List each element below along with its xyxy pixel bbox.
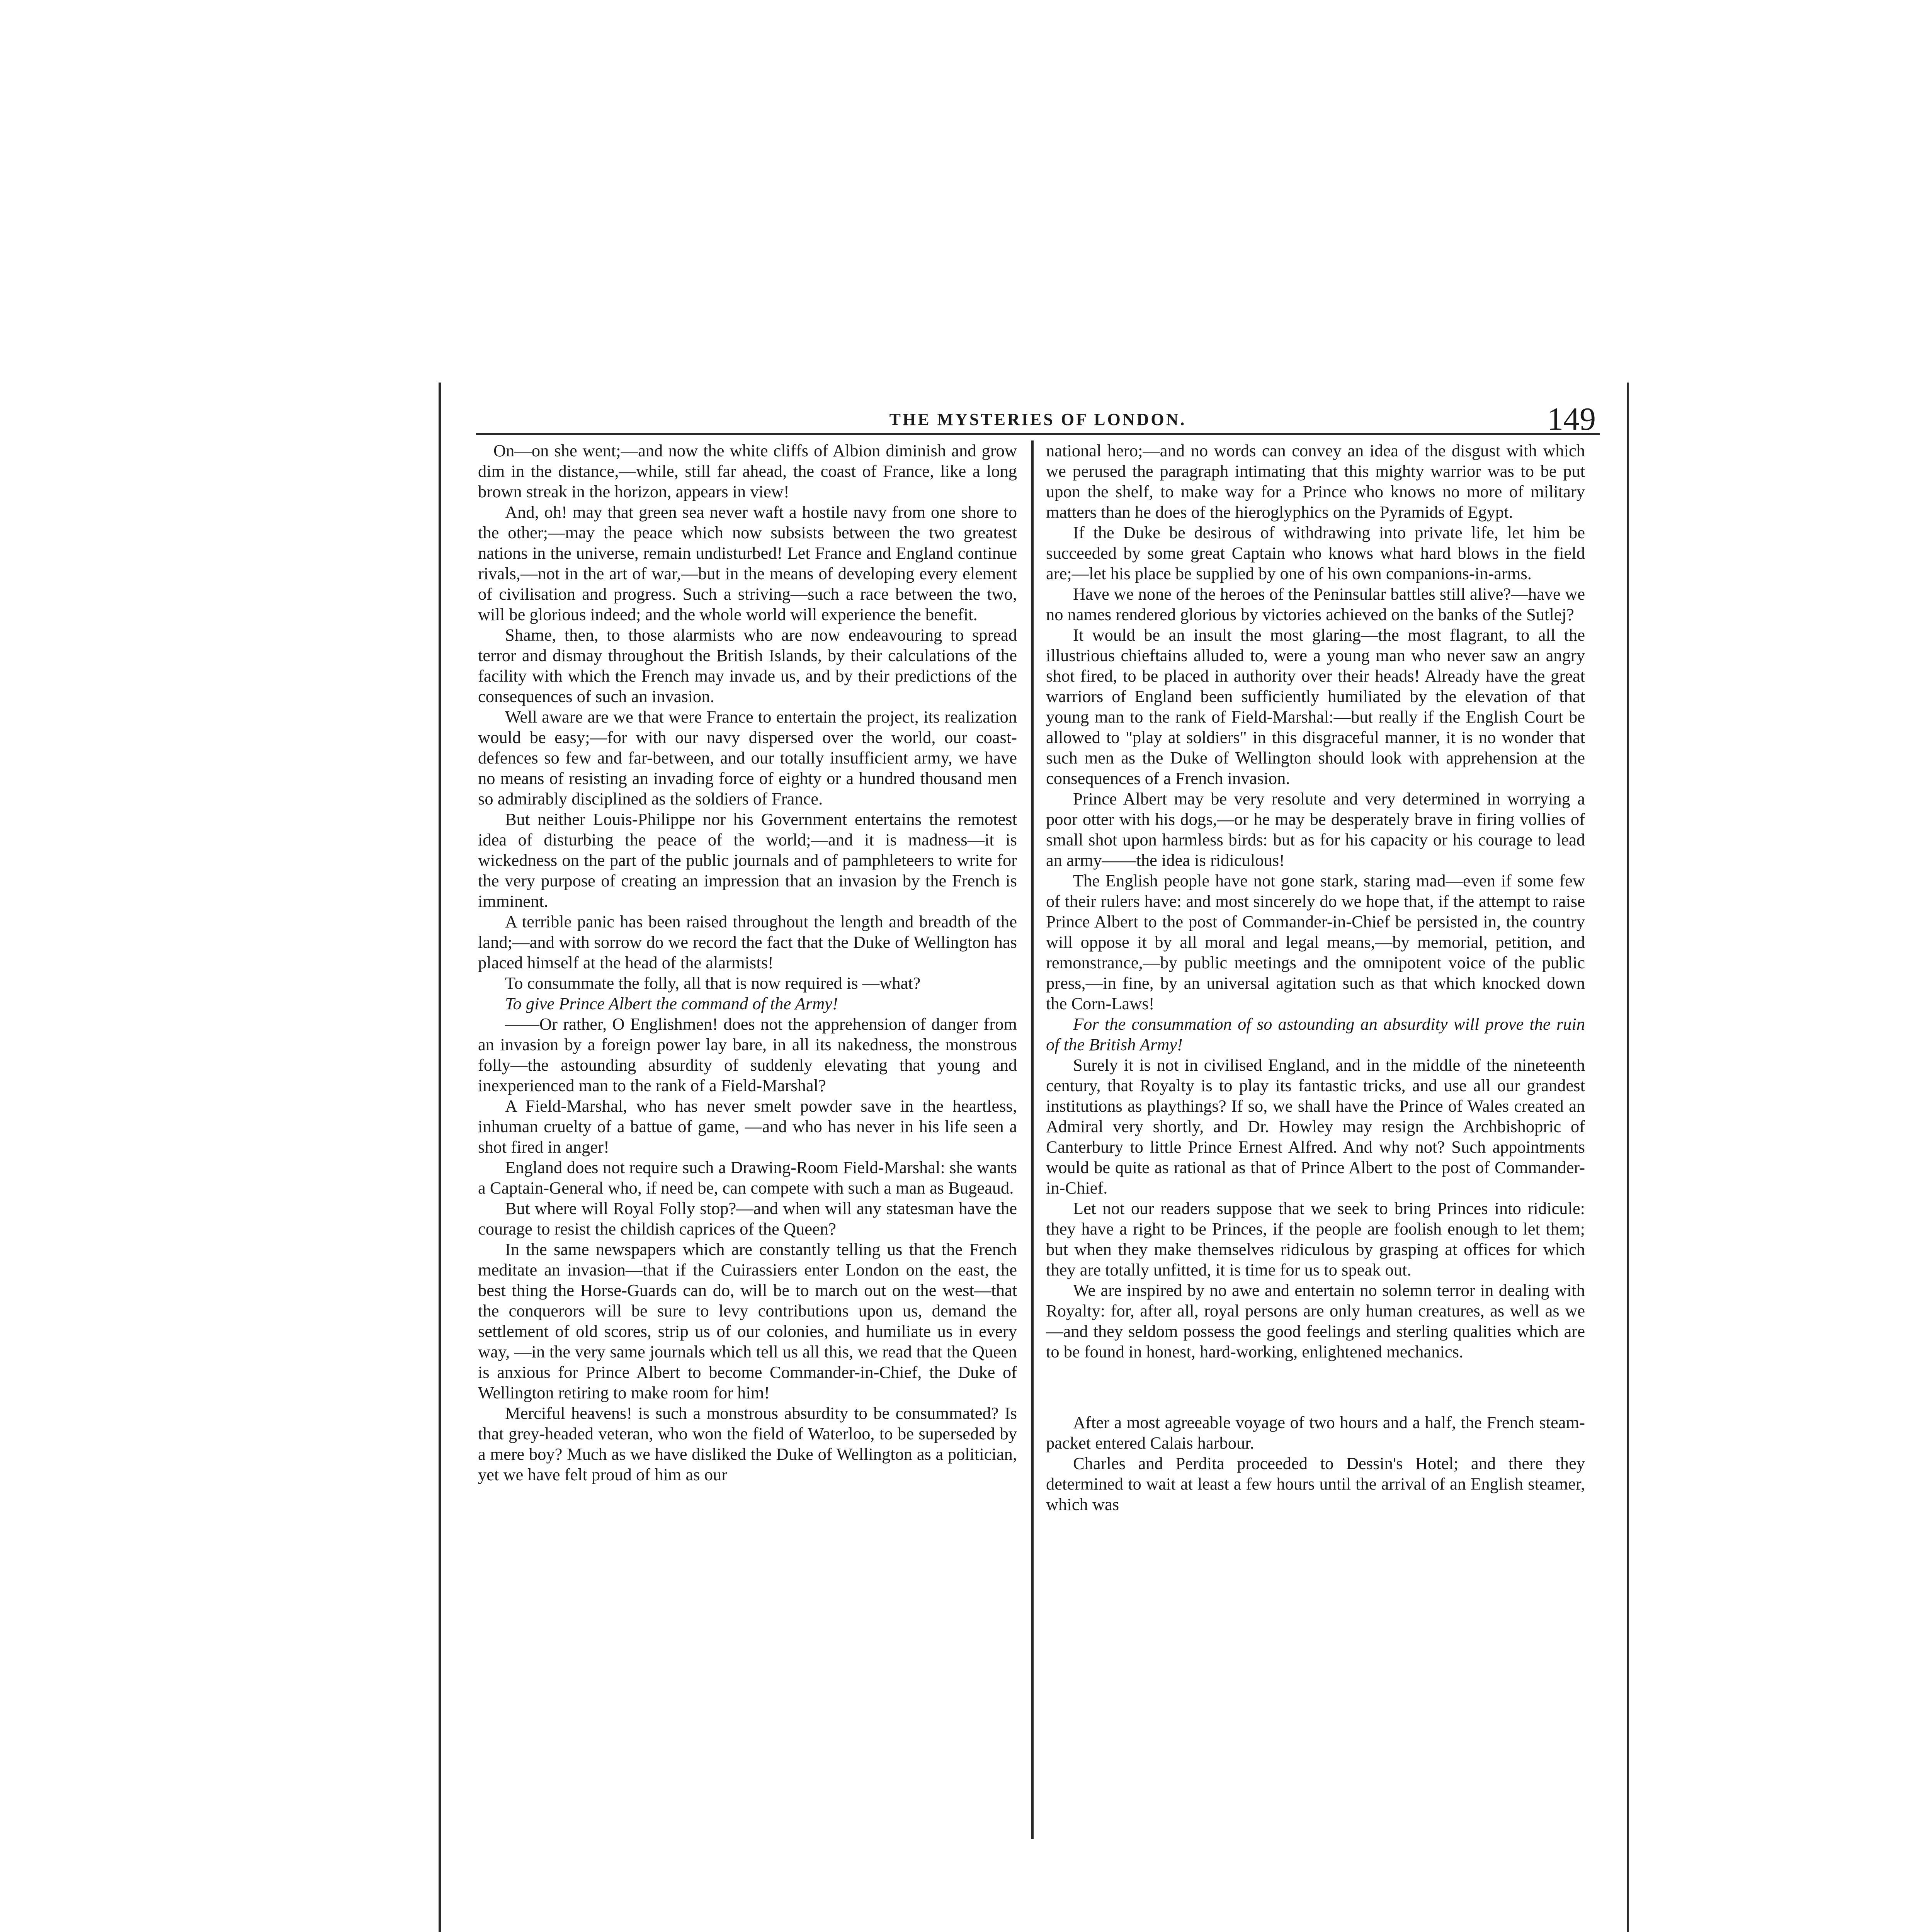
paragraph: On—on she went;—and now the white cliffs of Albion diminish and grow dim in the distance,—while, still far ahead, the coast of France, like a long brown streak in the horizon, appears in view! bbox=[478, 441, 1017, 501]
paragraph: Well aware are we that were France to entertain the project, its realization would be easy;—for with our navy dispersed over the world, our coast-defences so few and far-between, and our totally insufficient army, we have no means of resisting an invading force of eighty or a hundred thousand men so admirably disciplined as the soldiers of France. bbox=[478, 707, 1017, 808]
section-gap bbox=[1046, 1362, 1585, 1412]
paragraph: But neither Louis-Philippe nor his Government entertains the remotest idea of disturbing the peace of the world;—and it is madness—it is wickedness on the part of the public journals and of pamphleteers to write for the very purpose of creating an impression that an invasion by the French is imminent. bbox=[478, 810, 1017, 911]
paragraph: The English people have not gone stark, staring mad—even if some few of their rulers have: and most sincerely do we hope that, if the attempt to raise Prince Albert to the post of Commander-in-Chief be persisted in, the country will oppose it by all moral and legal means,—by memorial, petition, and remonstrance,—by public meetings and the omnipotent voice of the public press,—in fine, by an universal agitation such as that which knocked down the Corn-Laws! bbox=[1046, 871, 1585, 1013]
paragraph: Charles and Perdita proceeded to Dessin's Hotel; and there they determined to wait at least a few hours until the arrival of an English steamer, which was bbox=[1046, 1454, 1585, 1514]
paragraph: To consummate the folly, all that is now required is —what? bbox=[505, 973, 921, 993]
left-column bbox=[478, 440, 1017, 1485]
paragraph: We are inspired by no awe and entertain no solemn terror in dealing with Royalty: for, after all, royal persons are only human creatures, as well as we—and they seldom possess the good feelings and sterling qualities which are to be found in honest, hard-working, enlightened mechanics. bbox=[1046, 1281, 1585, 1361]
paragraph: England does not require such a Drawing-Room Field-Marshal: she wants a Captain-General who, if need be, can compete with such a man as Bugeaud. bbox=[478, 1158, 1017, 1197]
paragraph: Merciful heavens! is such a monstrous absurdity to be consummated? Is that grey-headed veteran, who won the field of Waterloo, to be superseded by a mere boy? Much as we have disliked the Duke of Wellington as a politician, yet we have felt proud of him as our bbox=[478, 1403, 1017, 1484]
paragraph: A terrible panic has been raised throughout the length and breadth of the land;—and with sorrow do we record the fact that the Duke of Wellington has placed himself at the head of the alarmists! bbox=[478, 912, 1017, 972]
paragraph: And, oh! may that green sea never waft a hostile navy from one shore to the other;—may the peace which now subsists between the two greatest nations in the universe, remain undisturbed! Let France and England continue rivals,—not in the art of war,—but in the means of developing every element of civilisation and progress. Such a striving—such a race between the two, will be glorious indeed; and the whole world will experience the benefit. bbox=[478, 502, 1017, 624]
paragraph: If the Duke be desirous of withdrawing into private life, let him be succeeded by some great Captain who knows what hard blows in the field are;—let his place be supplied by one of his own companions-in-arms. bbox=[1046, 523, 1585, 583]
paragraph: Have we none of the heroes of the Peninsular battles still alive?—have we no names rendered glorious by victories achieved on the banks of the Sutlej? bbox=[1046, 584, 1585, 624]
running-title: THE MYSTERIES OF LONDON. bbox=[889, 410, 1187, 429]
column-divider bbox=[1031, 440, 1034, 1839]
paragraph: Surely it is not in civilised England, and in the middle of the nineteenth century, that Royalty is to play its fantastic tricks, and use all our grandest institutions as playthings? If so, we shall have the Prince of Wales created an Admiral very shortly, and Dr. Howley may resign the Archbishopric of Canterbury to little Prince Ernest Alfred. And why not? Such appointments would be quite as rational as that of Prince Albert to the post of Commander-in-Chief. bbox=[1046, 1055, 1585, 1197]
book-page bbox=[439, 383, 1629, 1932]
paragraph: In the same newspapers which are constantly telling us that the French meditate an invasion—that if the Cuirassiers enter London on the east, the best thing the Horse-Guards can do, will be to march out on the west—that the conquerors will be sure to levy contributions upon us, demand the settlement of old scores, strip us of our colonies, and humiliate us in every way, —in the very same journals which tell us all this, we read that the Queen is anxious for Prince Albert to become Commander-in-Chief, the Duke of Wellington retiring to make room for him! bbox=[478, 1240, 1017, 1402]
page-number: 149 bbox=[1547, 401, 1596, 437]
paragraph: ——Or rather, O Englishmen! does not the apprehension of danger from an invasion by a foreign power lay bare, in all its nakedness, the monstrous folly—the astounding absurdity of suddenly elevating that young and inexperienced man to the rank of a Field-Marshal? bbox=[478, 1014, 1017, 1095]
paragraph: Shame, then, to those alarmists who are now endeavouring to spread terror and dismay throughout the British Islands, by their calculations of the facility with which the French may invade us, and by their predictions of the consequences of such an invasion. bbox=[478, 625, 1017, 706]
right-column bbox=[1046, 440, 1585, 1515]
paragraph: national hero;—and no words can convey an idea of the disgust with which we perused the paragraph intimating that this mighty warrior was to be put upon the shelf, to make way for a Prince who knows no more of military matters than he does of the hieroglyphics on the Pyramids of Egypt. bbox=[1046, 441, 1585, 522]
paragraph: It would be an insult the most glaring—the most flagrant, to all the illustrious chieftains alluded to, were a young man who never saw an angry shot fired, to be placed in authority over their heads! Already have the great warriors of England been sufficiently humiliated by the elevation of that young man to the rank of Field-Marshal:—but really if the English Court be allowed to "play at soldiers" in this disgraceful manner, it is no wonder that such men as the Duke of Wellington should look with apprehension at the consequences of a French invasion. bbox=[1046, 625, 1585, 788]
paragraph: A Field-Marshal, who has never smelt powder save in the heartless, inhuman cruelty of a battue of game, —and who has never in his life seen a shot fired in anger! bbox=[478, 1096, 1017, 1156]
italic-paragraph: For the consummation of so astounding an absurdity will prove the ruin of the British Army! bbox=[1046, 1014, 1585, 1054]
paragraph: After a most agreeable voyage of two hours and a half, the French steam-packet entered Calais harbour. bbox=[1046, 1413, 1585, 1452]
header-rule bbox=[476, 433, 1600, 435]
paragraph: Prince Albert may be very resolute and very determined in worrying a poor otter with his dogs,—or he may be desperately brave in firing vollies of small shot upon harmless birds: but as for his capacity or his courage to lead an army——the idea is ridiculous! bbox=[1046, 789, 1585, 870]
italic-paragraph: To give Prince Albert the command of the Army! bbox=[505, 994, 838, 1013]
paragraph: Let not our readers suppose that we seek to bring Princes into ridicule: they have a right to be Princes, if the people are foolish enough to let them; but when they make themselves ridiculous by grasping at offices for which they are totally unfitted, it is time for us to speak out. bbox=[1046, 1199, 1585, 1279]
paragraph: But where will Royal Folly stop?—and when will any statesman have the courage to resist the childish caprices of the Queen? bbox=[478, 1199, 1017, 1238]
